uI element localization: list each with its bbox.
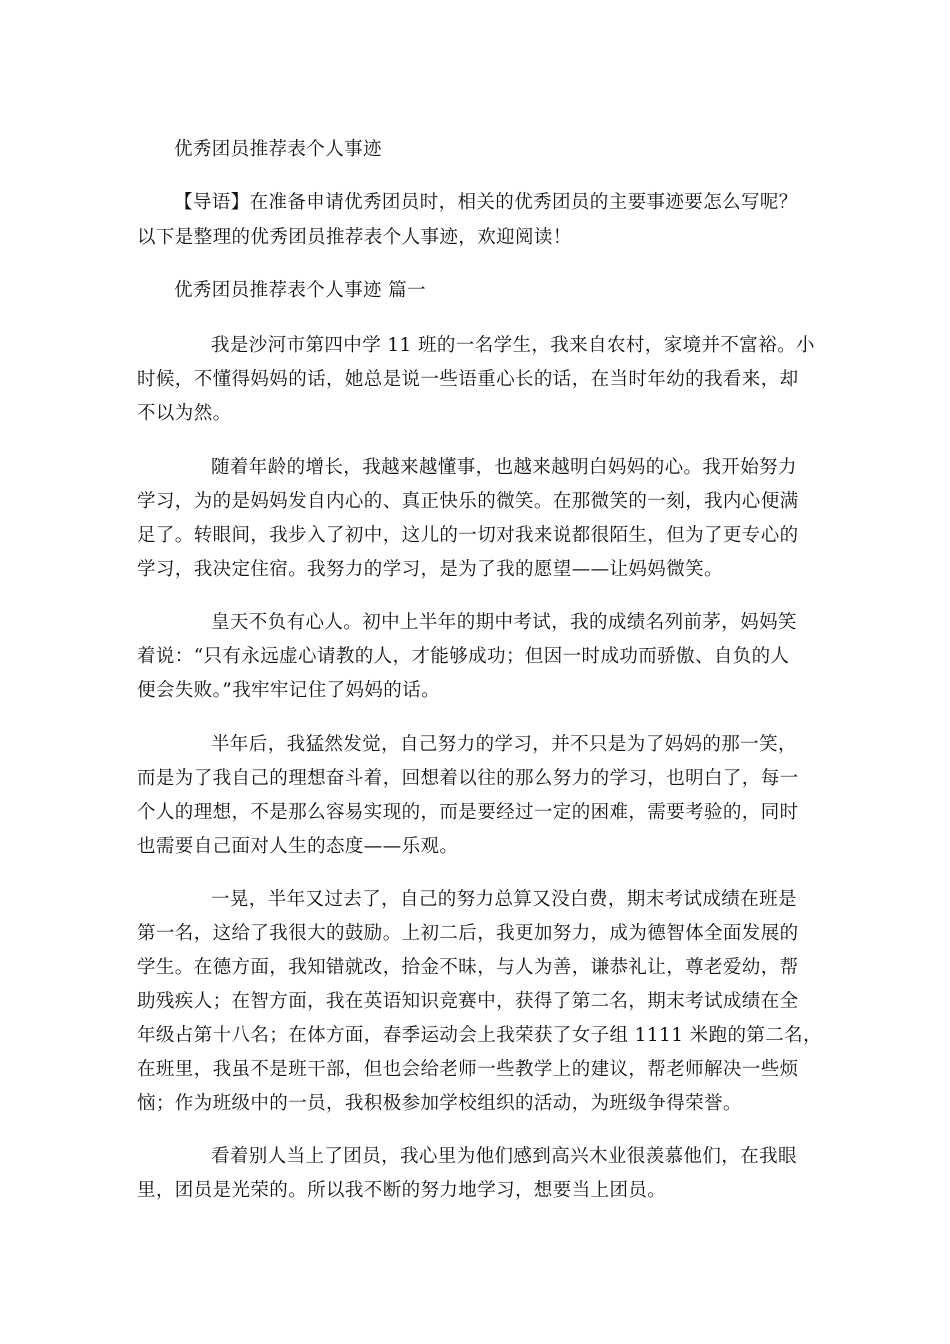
paragraph-line: 一晃，半年又过去了，自己的努力总算又没白费，期末考试成绩在班是 [211, 889, 797, 910]
document-title: 优秀团员推荐表个人事迹 [174, 139, 382, 160]
section-heading: 优秀团员推荐表个人事迹 篇一 [174, 280, 426, 301]
paragraph-line: 皇天不负有心人。初中上半年的期中考试，我的成绩名列前茅，妈妈笑 [211, 612, 797, 633]
paragraph-line: 不以为然。 [137, 403, 232, 424]
paragraph-line: 看着别人当上了团员，我心里为他们感到高兴木业很羡慕他们，在我眼 [211, 1146, 797, 1167]
paragraph-line: 学生。在德方面，我知错就改，拾金不昧，与人为善，谦恭礼让，尊老爱幼，帮 [137, 957, 799, 978]
intro-line: 以下是整理的优秀团员推荐表个人事迹，欢迎阅读！ [137, 227, 572, 248]
paragraph-line: 而是为了我自己的理想奋斗着，回想着以往的那么努力的学习，也明白了，每一 [137, 768, 799, 789]
paragraph-line: 在班里，我虽不是班干部，但也会给老师一些教学上的建议，帮老师解决一些烦 [137, 1059, 799, 1080]
paragraph-line: 里，团员是光荣的。所以我不断的努力地学习，想要当上团员。 [137, 1180, 667, 1201]
paragraph-line: 半年后，我猛然发觉，自己努力的学习，并不只是为了妈妈的那一笑， [211, 734, 797, 755]
paragraph-line: 学习，为的是妈妈发自内心的、真正快乐的微笑。在那微笑的一刻，我内心便满 [137, 491, 799, 512]
paragraph-line: 助残疾人；在智方面，我在英语知识竞赛中，获得了第二名，期末考试成绩在全 [137, 991, 799, 1012]
paragraph-line: 第一名，这给了我很大的鼓励。上初二后，我更加努力，成为德智体全面发展的 [137, 923, 799, 944]
paragraph-line: 随着年龄的增长，我越来越懂事，也越来越明白妈妈的心。我开始努力 [211, 457, 797, 478]
paragraph-line: 年级占第十八名；在体方面，春季运动会上我荣获了女子组 1111 米跑的第二名， [137, 1025, 822, 1046]
paragraph-line: 便会失败。”我牢牢记住了妈妈的话。 [137, 680, 441, 701]
paragraph-line: 个人的理想，不是那么容易实现的，而是要经过一定的困难，需要考验的，同时 [137, 802, 799, 823]
paragraph-line: 学习，我决定住宿。我努力的学习，是为了我的愿望——让妈妈微笑。 [137, 559, 723, 580]
intro-line: 【导语】在准备申请优秀团员时，相关的优秀团员的主要事迹要怎么写呢？ [174, 192, 798, 213]
paragraph-line: 也需要自己面对人生的态度——乐观。 [137, 836, 459, 857]
paragraph-line: 着说：“只有永远虚心请教的人，才能够成功；但因一时成功而骄傲、自负的人 [137, 646, 790, 667]
paragraph-line: 时候，不懂得妈妈的话，她总是说一些语重心长的话，在当时年幼的我看来，却 [137, 369, 799, 390]
paragraph-line: 恼；作为班级中的一员，我积极参加学校组织的活动，为班级争得荣誉。 [137, 1093, 742, 1114]
paragraph-line: 我是沙河市第四中学 11 班的一名学生，我来自农村，家境并不富裕。小 [211, 335, 815, 356]
paragraph-line: 足了。转眼间，我步入了初中，这儿的一切对我来说都很陌生，但为了更专心的 [137, 525, 799, 546]
